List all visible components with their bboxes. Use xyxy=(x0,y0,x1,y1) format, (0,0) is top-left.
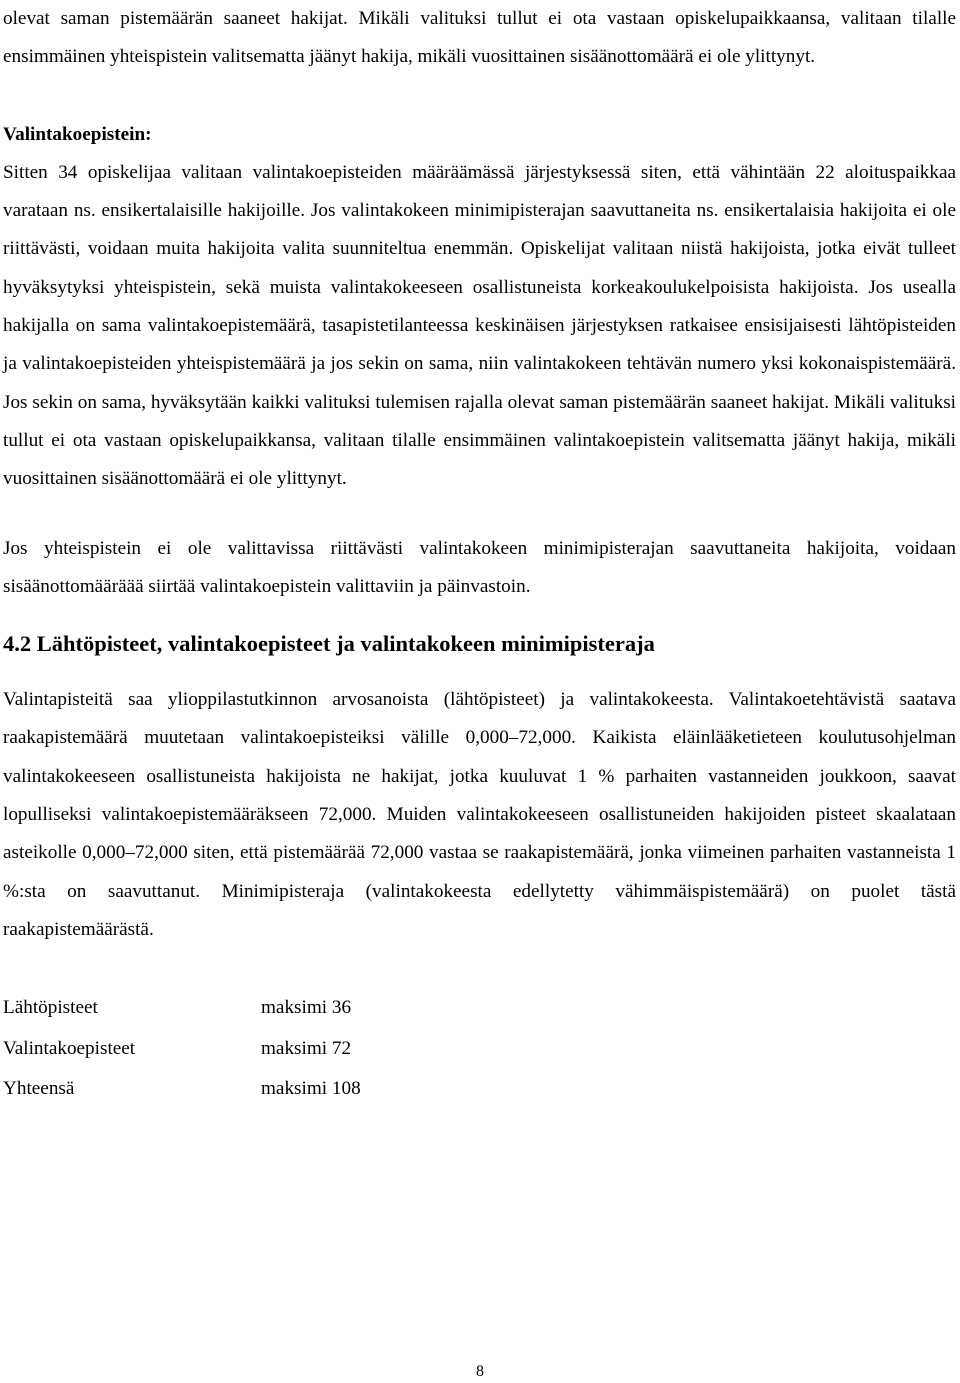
spacer xyxy=(3,659,956,681)
section-heading: 4.2 Lähtöpisteet, valintakoepisteet ja valintakokeen minimipisteraja xyxy=(3,631,655,657)
spacer xyxy=(3,499,956,530)
document-page xyxy=(3,0,956,1110)
spacer xyxy=(3,77,956,116)
table-row xyxy=(3,1069,361,1110)
paragraph-section: Valintapisteitä saa ylioppilastutkinnon arvosanoista (lähtöpisteet) ja valintakokeesta. Valintakoetehtävistä saatava raakapistemäärä muutetaan valintakoepisteiksi välille 0,000–72,000. Kaikista eläinlääketieteen koulutusohjelman valintakokeeseen osallistuneista hakijoista ne hakijat, jotka kuuluvat 1 % parhaiten vastanneiden joukkoon, saavat lopulliseksi valintakoepistemääräkseen 72,000. Muiden valintakokeeseen osallistuneiden hakijoiden pisteet skaalataan asteikolle 0,000–72,000 siten, että pistemäärää 72,000 vastaa se raakapistemäärä, jonka viimeinen parhaiten vastanneista 1 %:sta on saavuttanut. Minimipisteraja (valintakokeesta edellytetty vähimmäispistemäärä) on puolet tästä raakapistemäärästä. xyxy=(3,689,956,940)
spacer xyxy=(3,949,956,988)
points-table xyxy=(3,988,361,1110)
points-label: Yhteensä xyxy=(3,1078,75,1100)
points-label: Lähtöpisteet xyxy=(3,997,98,1019)
table-row xyxy=(3,1029,361,1070)
points-value: maksimi 36 xyxy=(261,997,352,1019)
page-number: 8 xyxy=(476,1363,484,1380)
paragraph-valintakoe: Sitten 34 opiskelijaa valitaan valintakoepisteiden määräämässä järjestyksessä siten, että vähintään 22 aloituspaikkaa varataan ns. ensikertalaisille hakijoille. Jos valintakokeen minimipisterajan saavuttaneita ns. ensikertalaisia hakijoita ei ole riittävästi, voidaan muita hakijoita valita suunniteltua enemmän. Opiskelijat valitaan niistä hakijoista, jotka eivät tulleet hyväksytyksi yhteispistein, sekä muista valintakokeeseen osallistuneista korkeakoulukelpoisista hakijoista. Jos usealla hakijalla on sama valintakoepistemäärä, tasapistetilanteessa keskinäisen järjestyksen ratkaisee ensisijaisesti lähtöpisteiden ja valintakoepisteiden yhteispistemäärä ja jos sekin on sama, niin valintakokeen tehtävän numero yksi kokonaispistemäärä. Jos sekin on sama, hyväksytään kaikki valituksi tulemisen rajalla olevat saman pistemäärän saaneet hakijat. Mikäli valituksi tullut ei ota vastaan opiskelupaikkansa, valitaan tilalle ensimmäinen valintakoepistein valitsematta jäänyt hakija, mikäli vuosittainen sisäänottomäärä ei ole ylittynyt. xyxy=(3,161,956,490)
points-value: maksimi 108 xyxy=(261,1078,361,1100)
spacer xyxy=(3,606,956,629)
subheading-valintakoepistein: Valintakoepistein: xyxy=(3,123,152,145)
paragraph-continuation: olevat saman pistemäärän saaneet hakijat. Mikäli valituksi tullut ei ota vastaan opiskelupaikkaansa, valitaan tilalle ensimmäinen yhteispistein valitsematta jäänyt hakija, mikäli vuosittainen sisäänottomäärä ei ole ylittynyt. xyxy=(3,8,956,68)
points-value: maksimi 72 xyxy=(261,1037,352,1059)
points-label: Valintakoepisteet xyxy=(3,1037,136,1059)
table-row xyxy=(3,988,361,1029)
paragraph-transfer: Jos yhteispistein ei ole valittavissa riittävästi valintakokeen minimipisterajan saavuttaneita hakijoita, voidaan sisäänottomääräää siirtää valintakoepistein valittaviin ja päinvastoin. xyxy=(3,537,956,597)
